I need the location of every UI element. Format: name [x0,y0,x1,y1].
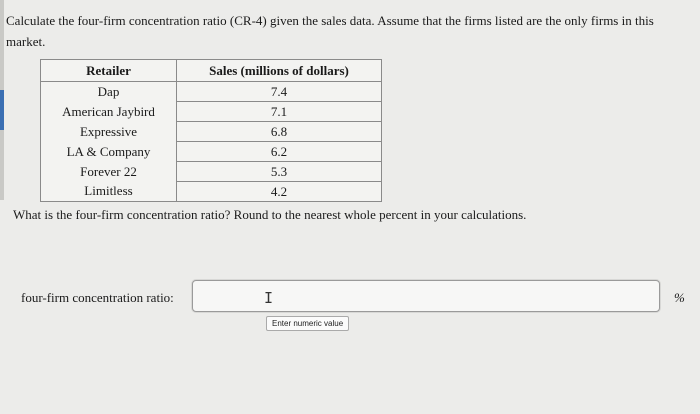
table-header-row [41,60,382,82]
left-gutter [0,0,4,200]
input-hint-tooltip: Enter numeric value [266,316,349,331]
cell-sales: 4.2 [177,182,382,202]
answer-label: four-firm concentration ratio: [21,290,174,305]
table-row [41,182,382,202]
cell-sales: 7.1 [177,102,382,122]
prompt-text: What is the four-firm concentration ratio? Round to the nearest whole percent in your calculations. [13,207,527,222]
gutter-marker [0,90,4,130]
text-cursor-icon: I [264,289,274,307]
header-sales: Sales (millions of dollars) [177,60,382,82]
question-text: Calculate the four-firm concentration ratio (CR-4) given the sales data. Assume that the firms listed are the only firms in this market. [6,13,654,49]
table-row [41,162,382,182]
cell-retailer: Dap [41,82,177,102]
header-retailer: Retailer [41,60,177,82]
cell-sales: 7.4 [177,82,382,102]
cell-sales: 5.3 [177,162,382,182]
cell-sales: 6.2 [177,142,382,162]
table-row [41,142,382,162]
table-row [41,82,382,102]
cell-retailer: Expressive [41,122,177,142]
table-row [41,122,382,142]
cell-retailer: Limitless [41,182,177,202]
answer-input[interactable] [192,280,660,312]
percent-unit: % [674,290,685,305]
cell-retailer: LA & Company [41,142,177,162]
cell-sales: 6.8 [177,122,382,142]
cell-retailer: American Jaybird [41,102,177,122]
cell-retailer: Forever 22 [41,162,177,182]
sales-table [40,59,382,202]
table-row [41,102,382,122]
